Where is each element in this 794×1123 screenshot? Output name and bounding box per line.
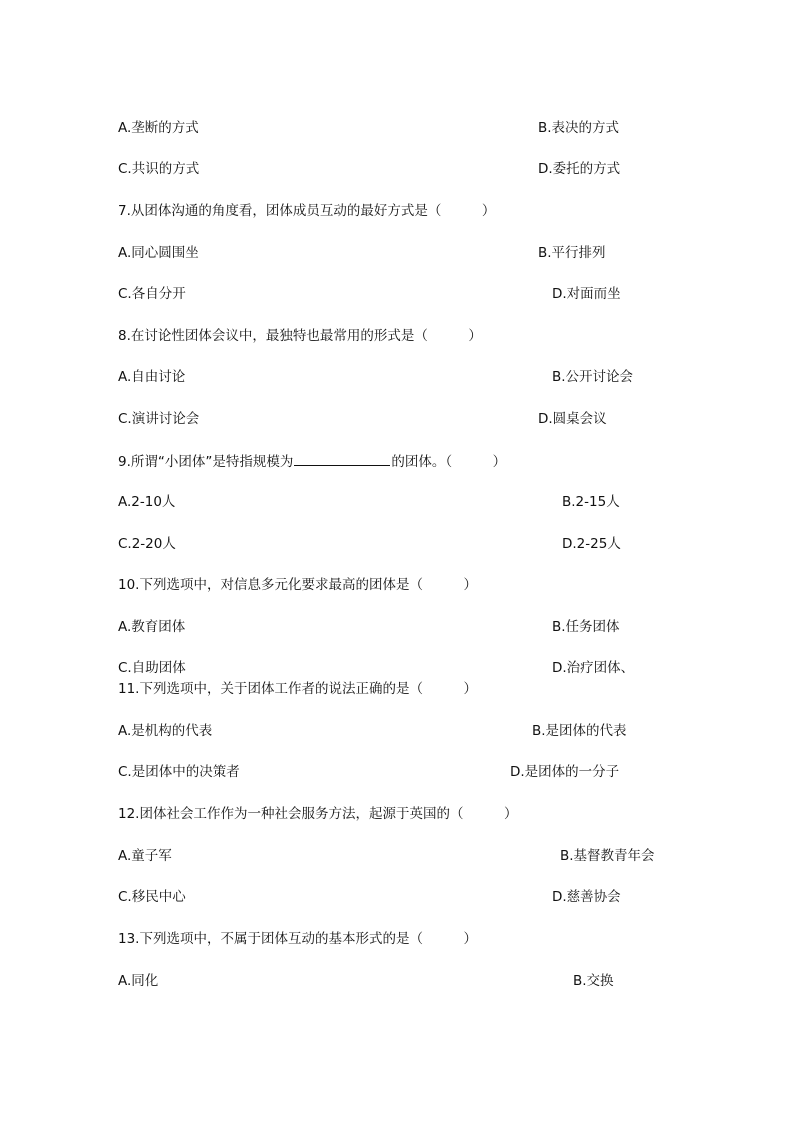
q11-stem: 11.下列选项中，关于团体工作者的说法正确的是（ ） [118,681,477,697]
q11-option-a: A.是机构的代表 [118,723,213,739]
q9-option-d: D.2-25人 [562,536,621,552]
q10-option-b: B.任务团体 [552,619,620,635]
q13-option-b: B.交换 [573,973,614,989]
q7-option-b: B.平行排列 [538,245,606,261]
q8-option-c: C.演讲讨论会 [118,411,200,427]
q6-option-c: C.共识的方式 [118,161,200,177]
q12-option-d: D.慈善协会 [552,889,621,905]
q8-option-d: D.圆桌会议 [538,411,607,427]
q9-option-b: B.2-15人 [562,494,620,510]
q9-stem-before: 9.所谓“小团体”是特指规模为 [118,454,294,470]
q8-option-b: B.公开讨论会 [552,369,634,385]
q7-stem: 7.从团体沟通的角度看，团体成员互动的最好方式是（ ） [118,203,496,219]
q9-stem [118,451,506,472]
q9-option-a: A.2-10人 [118,494,176,510]
q10-option-a: A.教育团体 [118,619,186,635]
q6-option-a: A.垄断的方式 [118,120,199,136]
q7-option-c: C.各自分开 [118,286,186,302]
q12-stem: 12.团体社会工作作为一种社会服务方法，起源于英国的（ ） [118,806,518,822]
q8-option-a: A.自由讨论 [118,369,186,385]
q6-option-d: D.委托的方式 [538,161,621,177]
q12-option-b: B.基督教青年会 [560,848,655,864]
q13-option-a: A.同化 [118,973,159,989]
q8-stem: 8.在讨论性团体会议中，最独特也最常用的形式是（ ） [118,328,482,344]
q7-option-a: A.同心圆围坐 [118,245,199,261]
q11-option-c: C.是团体中的决策者 [118,764,240,780]
q10-stem: 10.下列选项中，对信息多元化要求最高的团体是（ ） [118,577,477,593]
q6-option-b: B.表决的方式 [538,120,620,136]
q9-answer-blank [294,451,390,466]
q7-option-d: D.对面而坐 [552,286,621,302]
q11-option-b: B.是团体的代表 [532,723,627,739]
q9-stem-after: 的团体。（ ） [391,454,507,470]
q11-option-d: D.是团体的一分子 [510,764,620,780]
q13-stem: 13.下列选项中，不属于团体互动的基本形式的是（ ） [118,931,477,947]
q9-option-c: C.2-20人 [118,536,176,552]
q12-option-a: A.童子军 [118,848,172,864]
q12-option-c: C.移民中心 [118,889,186,905]
q10-option-d: D.治疗团体、 [552,660,635,676]
q10-option-c: C.自助团体 [118,660,186,676]
